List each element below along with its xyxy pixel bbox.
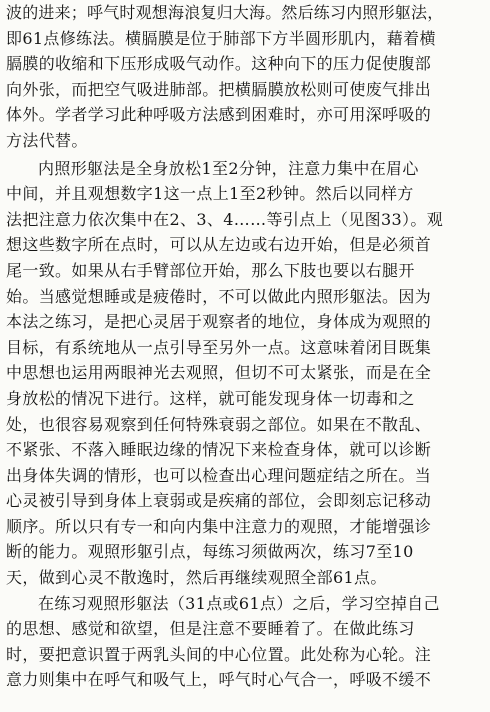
text-line: 想这些数字所在点时，可以从左边或右边开始，但是必须首 <box>6 235 432 255</box>
text-line: 内照形躯法是全身放松1至2分钟，注意力集中在眉心 <box>38 158 419 178</box>
paragraph-2 <box>6 156 486 591</box>
text-line: 不紧张、不落入睡眠边缘的情况下来检查身体，就可以诊断 <box>6 440 432 460</box>
text-line: 断的能力。观照形躯引点，每练习须做两次，练习7至10 <box>6 542 414 562</box>
text-line: 在练习观照形躯法（31点或61点）之后，学习空掉自己 <box>38 593 440 613</box>
paragraph-3 <box>6 591 486 693</box>
text-line: 中间，并且观想数字1这一点上1至2秒钟。然后以同样方 <box>6 184 414 204</box>
text-line: 法把注意力依次集中在2、3、4……等引点上（见图33）。观 <box>6 209 444 229</box>
text-line: 目标，有系统地从一点引导至另外一点。这意味着闭目既集 <box>6 337 432 357</box>
text-line: 时，要把意识置于两乳头间的中心位置。此处称为心轮。注 <box>6 644 432 664</box>
paragraph-1 <box>6 0 486 154</box>
text-line: 向外张，而把空气吸进肺部。把横膈膜放松则可使废气排出 <box>6 79 432 99</box>
page-body <box>6 0 486 693</box>
text-line: 本法之练习，是把心灵居于观察者的地位，身体成为观照的 <box>6 312 432 332</box>
text-line: 方法代替。 <box>6 130 88 150</box>
text-line: 中思想也运用两眼神光去观照，但切不可太紧张，而是在全 <box>6 363 432 383</box>
text-line: 始。当感觉想睡或是疲倦时，不可以做此内照形躯法。因为 <box>6 286 432 306</box>
text-line: 体外。学者学习此种呼吸方法感到困难时，亦可用深呼吸的 <box>6 105 432 125</box>
text-line: 意力则集中在呼气和吸气上，呼气时心气合一，呼吸不缓不 <box>6 670 432 690</box>
text-line: 的思想、感觉和欲望，但是注意不要睡着了。在做此练习 <box>6 619 415 639</box>
text-line: 处，也很容易观察到任何特殊衰弱之部位。如果在不散乱、 <box>6 414 432 434</box>
text-line: 顺序。所以只有专一和向内集中注意力的观照，才能增强诊 <box>6 516 432 536</box>
text-line: 尾一致。如果从右手臂部位开始，那么下肢也要以右腿开 <box>6 260 415 280</box>
text-line: 心灵被引导到身体上衰弱或是疾痛的部位，会即刻忘记移动 <box>6 491 432 511</box>
text-line: 膈膜的收缩和下压形成吸气动作。这种向下的压力促使腹部 <box>6 54 432 74</box>
text-line: 波的进来；呼气时观想海浪复归大海。然后练习内照形躯法， <box>6 3 444 22</box>
text-line: 出身体失调的情形，也可以检查出心理问题症结之所在。当 <box>6 465 432 485</box>
text-line: 身放松的情况下进行。这样，就可能发现身体一切毒和之 <box>6 388 415 408</box>
text-line: 天，做到心灵不散逸时，然后再继续观照全部61点。 <box>6 568 387 588</box>
text-line: 即61点修练法。横膈膜是位于肺部下方半圆形肌内，藉着横 <box>6 28 436 48</box>
